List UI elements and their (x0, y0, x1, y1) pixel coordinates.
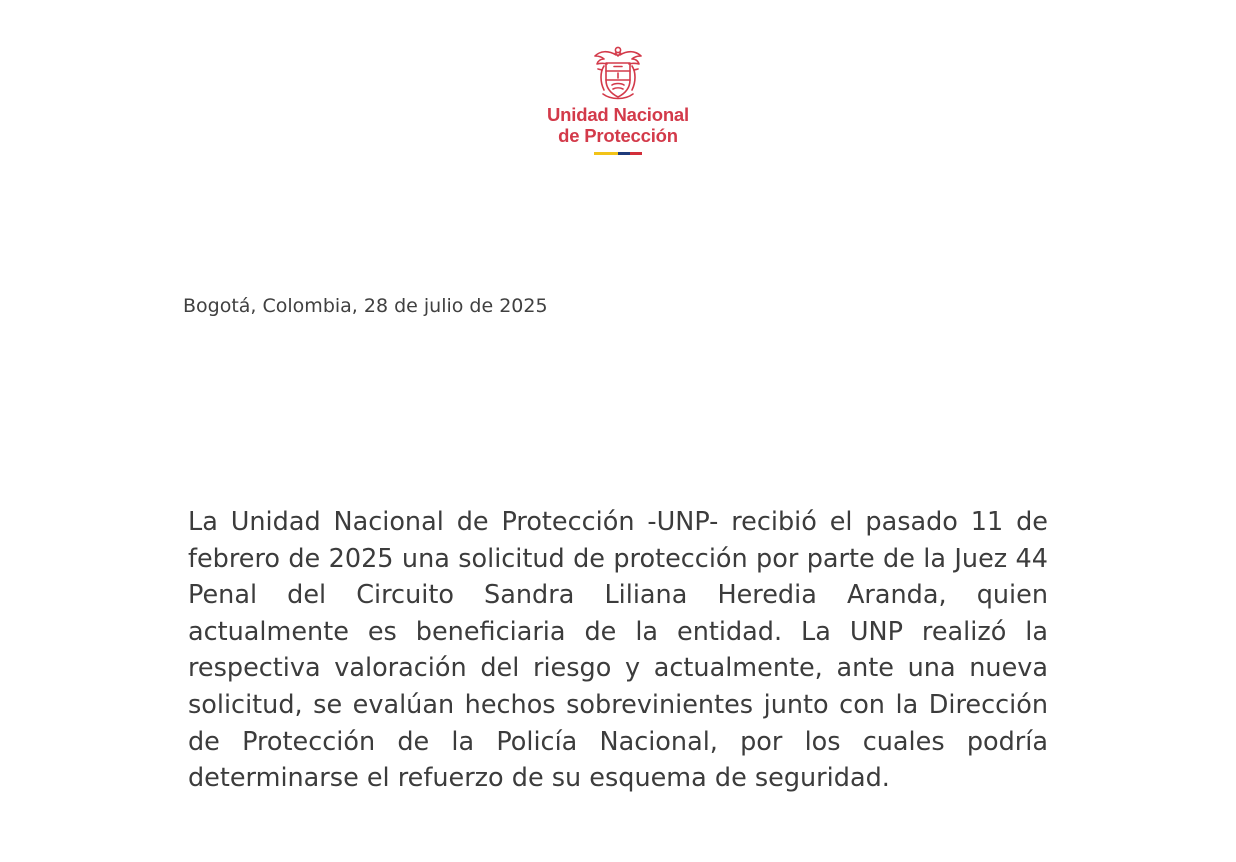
flag-yellow-stripe (594, 152, 618, 155)
colombia-flag-bar (594, 152, 642, 155)
flag-blue-stripe (618, 152, 630, 155)
coat-of-arms-seal-icon (593, 44, 643, 102)
date-line: Bogotá, Colombia, 28 de julio de 2025 (183, 295, 548, 317)
logo-name-line2: de Protección (558, 125, 678, 146)
body-paragraph: La Unidad Nacional de Protección -UNP- recibió el pasado 11 de febrero de 2025 una solicitud de protección por parte de la Juez 44 Penal del Circuito Sandra Liliana Heredia Aranda, quien actualmente es beneficiaria de la entidad. La UNP realizó la respectiva valoración del riesgo y actualmente, ante una nueva solicitud, se evalúan hechos sobrevinientes junto con la Dirección de Protección de la Policía Nacional, por los cuales podría determinarse el refuerzo de su esquema de seguridad. (188, 507, 1048, 794)
logo-name (518, 104, 718, 146)
logo-name-line1: Unidad Nacional (547, 104, 689, 125)
unp-logo (518, 44, 718, 155)
flag-red-stripe (630, 152, 642, 155)
